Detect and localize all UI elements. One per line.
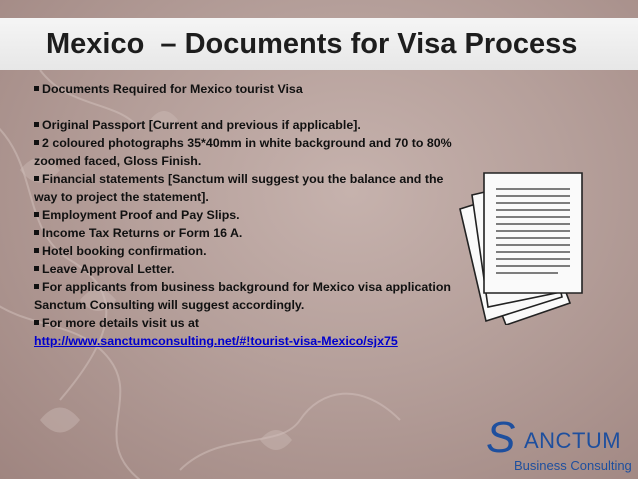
list-item-continuation: way to project the statement].	[34, 190, 209, 204]
logo-initial: S	[486, 413, 516, 462]
list-item: Income Tax Returns or Form 16 A.	[34, 224, 494, 242]
list-item: For more details visit us at	[34, 314, 494, 332]
document-list	[34, 80, 494, 350]
sanctum-logo	[486, 413, 636, 476]
list-item: Financial statements [Sanctum will suggest you the balance and the	[34, 170, 494, 188]
list-item: Employment Proof and Pay Slips.	[34, 206, 494, 224]
spacer	[34, 98, 494, 116]
list-item: For applicants from business background for Mexico visa application	[34, 278, 494, 296]
list-item: Documents Required for Mexico tourist Visa	[34, 80, 494, 98]
logo-tagline: Business Consulting	[514, 458, 632, 473]
list-item-continuation: zoomed faced, Gloss Finish.	[34, 154, 202, 168]
list-item: Hotel booking confirmation.	[34, 242, 494, 260]
documents-icon	[458, 165, 590, 325]
list-item: Original Passport [Current and previous if applicable].	[34, 116, 494, 134]
website-link[interactable]: http://www.sanctumconsulting.net/#!tourist-visa-Mexico/sjx75	[34, 334, 398, 348]
page-title: Mexico – Documents for Visa Process	[46, 28, 578, 60]
title-bar	[0, 18, 638, 70]
list-item-continuation: Sanctum Consulting will suggest accordingly.	[34, 298, 305, 312]
website-link-line	[34, 332, 494, 350]
logo-name: ANCTUM	[524, 428, 622, 453]
list-item: Leave Approval Letter.	[34, 260, 494, 278]
list-item: 2 coloured photographs 35*40mm in white background and 70 to 80%	[34, 134, 494, 152]
